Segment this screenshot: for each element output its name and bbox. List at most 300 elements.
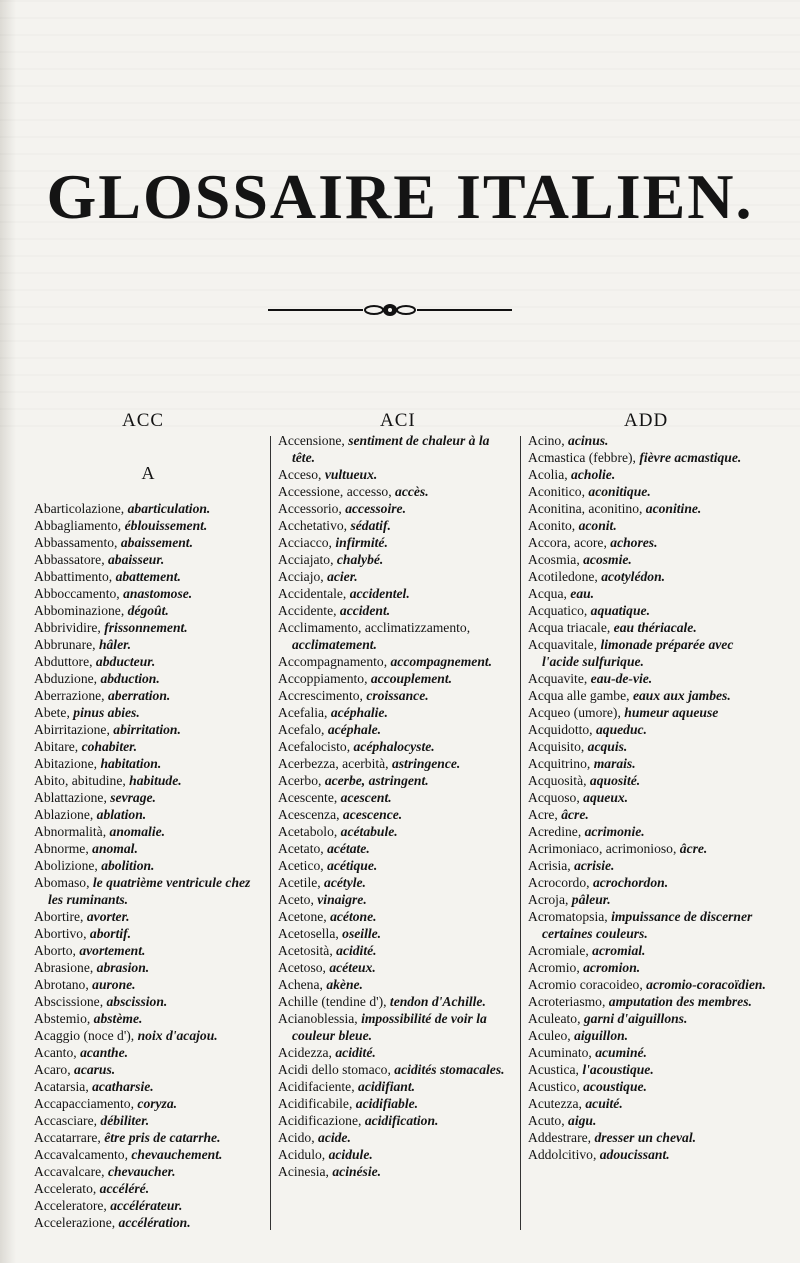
italian-term: Aconitico,: [528, 484, 589, 499]
french-translation: l'acoustique.: [582, 1062, 654, 1077]
italian-term: Abitare,: [34, 739, 82, 754]
glossary-entry: [278, 857, 514, 874]
french-translation: avorter.: [86, 909, 130, 924]
italian-term: Acciajo,: [278, 569, 328, 584]
italian-term: Acqueo (umore),: [528, 705, 625, 720]
italian-term: Acotiledone,: [528, 569, 602, 584]
french-translation: dégoût.: [127, 603, 169, 618]
glossary-entry: [34, 1129, 262, 1146]
french-translation: croissance.: [366, 688, 429, 703]
italian-term: Acolia,: [528, 467, 572, 482]
italian-term: Acerbo,: [278, 773, 325, 788]
glossary-entry: [34, 993, 262, 1010]
italian-term: Accompagnamento,: [278, 654, 391, 669]
french-translation: aqueux.: [583, 790, 629, 805]
italian-term: Acino,: [528, 433, 569, 448]
italian-term: Acquavitale,: [528, 637, 601, 652]
french-translation: aconitique.: [588, 484, 651, 499]
italian-term: Abboccamento,: [34, 586, 124, 601]
french-translation: abstème.: [93, 1011, 143, 1026]
french-translation: amputation des membres.: [608, 994, 752, 1009]
glossary-entry: [278, 483, 514, 500]
french-translation: le quatrième ventricule chez les ruminants.: [48, 875, 251, 907]
glossary-entry: [528, 500, 772, 517]
french-translation: avortement.: [79, 943, 146, 958]
french-translation: abduction.: [100, 671, 160, 686]
glossary-entry: [34, 874, 262, 908]
french-translation: aconit.: [578, 518, 617, 533]
french-translation: acétabule.: [340, 824, 398, 839]
glossary-entry: [528, 568, 772, 585]
glossary-entry: [34, 908, 262, 925]
glossary-entry: [34, 1027, 262, 1044]
french-translation: aquatique.: [590, 603, 650, 618]
glossary-entry: [528, 704, 772, 721]
italian-term: Aborto,: [34, 943, 80, 958]
french-translation: éblouissement.: [124, 518, 208, 533]
french-translation: abattement.: [115, 569, 181, 584]
glossary-entry: [528, 857, 772, 874]
italian-term: Acetosità,: [278, 943, 337, 958]
italian-term: Abbassamento,: [34, 535, 121, 550]
french-translation: aberration.: [107, 688, 171, 703]
glossary-entry: [34, 1180, 262, 1197]
glossary-entry: [278, 1146, 514, 1163]
glossary-entry: [528, 789, 772, 806]
glossary-entry: [528, 670, 772, 687]
italian-term: Acquavite,: [528, 671, 591, 686]
glossary-entry: [34, 857, 262, 874]
french-translation: acotylédon.: [601, 569, 666, 584]
glossary-entry: [528, 772, 772, 789]
glossary-entry: [34, 806, 262, 823]
glossary-entry: [528, 1146, 772, 1163]
glossary-entry: [528, 602, 772, 619]
french-translation: accéléré.: [99, 1181, 150, 1196]
italian-term: Acetico,: [278, 858, 328, 873]
italian-term: Acquisito,: [528, 739, 588, 754]
italian-term: Acidulo,: [278, 1147, 329, 1162]
french-translation: acéphale.: [327, 722, 382, 737]
italian-term: Abbrunare,: [34, 637, 99, 652]
glossary-entry: [278, 687, 514, 704]
glossary-entry: [278, 1095, 514, 1112]
italian-term: Abete,: [34, 705, 74, 720]
glossary-entry: [278, 925, 514, 942]
italian-term: Accensione,: [278, 433, 349, 448]
french-translation: acholie.: [571, 467, 616, 482]
glossary-entry: [528, 1061, 772, 1078]
glossary-entry: [278, 551, 514, 568]
french-translation: acier.: [327, 569, 358, 584]
italian-term: Aculeato,: [528, 1011, 584, 1026]
french-translation: accès.: [395, 484, 429, 499]
glossary-entry: [278, 432, 514, 466]
french-translation: acanthe.: [80, 1045, 129, 1060]
italian-term: Acerbezza, acerbità,: [278, 756, 392, 771]
italian-term: Addolcitivo,: [528, 1147, 600, 1162]
french-translation: pâleur.: [571, 892, 611, 907]
french-translation: adoucissant.: [599, 1147, 670, 1162]
french-translation: âcre.: [561, 807, 589, 822]
glossary-entry: [34, 704, 262, 721]
french-translation: acinus.: [568, 433, 609, 448]
french-translation: acosmie.: [583, 552, 632, 567]
glossary-entry: [278, 1112, 514, 1129]
french-translation: acéphalie.: [330, 705, 388, 720]
glossary-entry: [34, 925, 262, 942]
glossary-entry: [278, 993, 514, 1010]
french-translation: acclimatement.: [292, 637, 377, 652]
french-translation: impuissance de discerner certaines couleurs.: [542, 909, 753, 941]
french-translation: chevaucher.: [107, 1164, 176, 1179]
glossary-entry: [34, 670, 262, 687]
french-translation: noix d'acajou.: [137, 1028, 218, 1043]
french-translation: accident.: [339, 603, 391, 618]
french-translation: eau.: [570, 586, 595, 601]
glossary-entry: [528, 1010, 772, 1027]
italian-term: Acqua triacale,: [528, 620, 614, 635]
glossary-entry: [528, 993, 772, 1010]
french-translation: accompagnement.: [390, 654, 493, 669]
glossary-entry: [528, 908, 772, 942]
glossary-entry: [34, 585, 262, 602]
glossary-entry: [34, 1010, 262, 1027]
italian-term: Accavalcare,: [34, 1164, 108, 1179]
french-translation: humeur aqueuse: [624, 705, 719, 720]
french-translation: acétone.: [330, 909, 377, 924]
french-translation: acidifiable.: [355, 1096, 419, 1111]
glossary-entry: [528, 1129, 772, 1146]
glossary-entry: [528, 585, 772, 602]
glossary-entry: [34, 500, 262, 517]
french-translation: habitation.: [100, 756, 162, 771]
italian-term: Abrotano,: [34, 977, 93, 992]
italian-term: Acetosella,: [278, 926, 343, 941]
glossary-entry: [278, 1078, 514, 1095]
glossary-entry: [528, 551, 772, 568]
french-translation: abducteur.: [95, 654, 156, 669]
glossary-entry: [278, 840, 514, 857]
italian-term: Acetato,: [278, 841, 328, 856]
french-translation: sédatif.: [350, 518, 391, 533]
italian-term: Acescenza,: [278, 807, 343, 822]
french-translation: acuminé.: [595, 1045, 647, 1060]
italian-term: Abrasione,: [34, 960, 97, 975]
french-translation: acquis.: [587, 739, 628, 754]
french-translation: acéteux.: [329, 960, 376, 975]
glossary-entry: [34, 721, 262, 738]
glossary-entry: [34, 738, 262, 755]
french-translation: hâler.: [98, 637, 132, 652]
italian-term: Accoppiamento,: [278, 671, 371, 686]
french-translation: acinésie.: [332, 1164, 382, 1179]
glossary-entry: [528, 721, 772, 738]
glossary-entry: [34, 772, 262, 789]
italian-term: Accavalcamento,: [34, 1147, 132, 1162]
french-translation: acétate.: [327, 841, 370, 856]
glossary-entry: [278, 585, 514, 602]
glossary-column-2: [278, 432, 514, 1180]
glossary-entry: [278, 653, 514, 670]
glossary-entry: [34, 959, 262, 976]
french-translation: abirritation.: [113, 722, 181, 737]
french-translation: acuité.: [585, 1096, 623, 1111]
section-letter: A: [141, 463, 155, 483]
french-translation: aurone.: [92, 977, 136, 992]
french-translation: acétique.: [327, 858, 378, 873]
glossary-entry: [34, 789, 262, 806]
glossary-entry: [278, 772, 514, 789]
glossary-entry: [34, 1163, 262, 1180]
italian-term: Accatarrare,: [34, 1130, 105, 1145]
glossary-entry: [528, 1112, 772, 1129]
italian-term: Acinesia,: [278, 1164, 333, 1179]
italian-term: Accora, acore,: [528, 535, 611, 550]
italian-term: Aconito,: [528, 518, 579, 533]
glossary-entry: [278, 891, 514, 908]
french-translation: akène.: [326, 977, 363, 992]
column-head-add: ADD: [624, 410, 669, 431]
french-translation: dresser un cheval.: [594, 1130, 697, 1145]
french-translation: abarticulation.: [127, 501, 211, 516]
french-translation: abolition.: [101, 858, 155, 873]
glossary-entry: [34, 1078, 262, 1095]
italian-term: Abortivo,: [34, 926, 90, 941]
french-translation: eaux aux jambes.: [632, 688, 731, 703]
french-translation: coryza.: [137, 1096, 178, 1111]
french-translation: impossibilité de voir la couleur bleue.: [292, 1011, 487, 1043]
glossary-entry: [34, 976, 262, 993]
italian-term: Acustica,: [528, 1062, 583, 1077]
french-translation: acrimonie.: [584, 824, 645, 839]
italian-term: Abnorme,: [34, 841, 93, 856]
italian-term: Acanto,: [34, 1045, 81, 1060]
italian-term: Acutezza,: [528, 1096, 586, 1111]
italian-term: Acromio,: [528, 960, 584, 975]
glossary-entry: [528, 1027, 772, 1044]
glossary-entry: [278, 466, 514, 483]
french-translation: abscission.: [106, 994, 168, 1009]
italian-term: Accelerato,: [34, 1181, 100, 1196]
french-translation: acoustique.: [583, 1079, 647, 1094]
italian-term: Achena,: [278, 977, 327, 992]
italian-term: Acrocordo,: [528, 875, 593, 890]
glossary-entry: [34, 653, 262, 670]
italian-term: Acianoblessia,: [278, 1011, 362, 1026]
column-head-aci: ACI: [380, 410, 416, 431]
glossary-entry: [528, 517, 772, 534]
italian-term: Accidente,: [278, 603, 340, 618]
italian-term: Acosmia,: [528, 552, 584, 567]
french-translation: anastomose.: [123, 586, 193, 601]
french-translation: eau thériacale.: [613, 620, 697, 635]
glossary-entry: [278, 789, 514, 806]
italian-term: Abitazione,: [34, 756, 101, 771]
column-rule: [520, 436, 521, 1230]
glossary-entry: [528, 755, 772, 772]
italian-term: Aceto,: [278, 892, 318, 907]
glossary-entry: [34, 1112, 262, 1129]
italian-term: Acetabolo,: [278, 824, 341, 839]
glossary-entry: [278, 976, 514, 993]
glossary-entry: [278, 602, 514, 619]
french-translation: accouplement.: [370, 671, 453, 686]
italian-term: Acquatico,: [528, 603, 591, 618]
italian-term: Acromiale,: [528, 943, 593, 958]
italian-term: Acquidotto,: [528, 722, 596, 737]
italian-term: Abduzione,: [34, 671, 101, 686]
italian-term: Accapacciamento,: [34, 1096, 138, 1111]
italian-term: Acredine,: [528, 824, 585, 839]
italian-term: Addestrare,: [528, 1130, 595, 1145]
glossary-entry: [34, 1044, 262, 1061]
glossary-entry: [528, 806, 772, 823]
italian-term: Acrimoniaco, acrimonioso,: [528, 841, 680, 856]
french-translation: aconitine.: [645, 501, 702, 516]
glossary-entry: [278, 874, 514, 891]
french-translation: habitude.: [129, 773, 182, 788]
glossary-entry: [528, 449, 772, 466]
italian-term: Acustico,: [528, 1079, 584, 1094]
french-translation: acrochordon.: [592, 875, 669, 890]
french-translation: acromio-coracoïdien.: [646, 977, 766, 992]
italian-term: Acqua alle gambe,: [528, 688, 633, 703]
glossary-entry: [528, 823, 772, 840]
french-translation: tendon d'Achille.: [389, 994, 486, 1009]
glossary-entry: [278, 619, 514, 653]
glossary-entry: [278, 755, 514, 772]
french-translation: aiguillon.: [574, 1028, 629, 1043]
glossary-entry: [34, 1214, 262, 1231]
glossary-entry: [34, 687, 262, 704]
italian-term: Aconitina, aconitino,: [528, 501, 646, 516]
glossary-entry: [34, 517, 262, 534]
italian-term: Abbattimento,: [34, 569, 116, 584]
french-translation: vinaigre.: [317, 892, 367, 907]
french-translation: achores.: [610, 535, 658, 550]
glossary-entry: [528, 942, 772, 959]
italian-term: Abirritazione,: [34, 722, 114, 737]
french-translation: eau-de-vie.: [590, 671, 653, 686]
ornament-divider: [268, 300, 512, 320]
italian-term: Aculeo,: [528, 1028, 575, 1043]
italian-term: Acquoso,: [528, 790, 584, 805]
french-translation: abortif.: [89, 926, 132, 941]
italian-term: Acaro,: [34, 1062, 75, 1077]
french-translation: acide.: [318, 1130, 351, 1145]
glossary-entry: [278, 534, 514, 551]
glossary-entry: [278, 670, 514, 687]
italian-term: Acromio coracoideo,: [528, 977, 647, 992]
french-translation: limonade préparée avec l'acide sulfurique.: [542, 637, 734, 669]
italian-term: Achille (tendine d'),: [278, 994, 390, 1009]
italian-term: Acetone,: [278, 909, 331, 924]
column-rule: [270, 436, 271, 1230]
french-translation: abaisseur.: [108, 552, 165, 567]
glossary-entry: [34, 1061, 262, 1078]
glossary-entry: [278, 704, 514, 721]
french-translation: aquosité.: [589, 773, 641, 788]
glossary-entry: [34, 1197, 262, 1214]
glossary-entry: [528, 432, 772, 449]
italian-term: Acetile,: [278, 875, 325, 890]
french-translation: acerbe, astringent.: [324, 773, 429, 788]
italian-term: Abstemio,: [34, 1011, 94, 1026]
glossary-entry: [34, 551, 262, 568]
italian-term: Acchetativo,: [278, 518, 351, 533]
italian-term: Acceleratore,: [34, 1198, 111, 1213]
glossary-entry: [34, 840, 262, 857]
italian-term: Acre,: [528, 807, 562, 822]
italian-term: Acciacco,: [278, 535, 336, 550]
italian-term: Accessione, accesso,: [278, 484, 396, 499]
french-translation: astringence.: [391, 756, 461, 771]
french-translation: acidule.: [328, 1147, 373, 1162]
french-translation: aqueduc.: [595, 722, 647, 737]
italian-term: Acatarsia,: [34, 1079, 93, 1094]
glossary-entry: [278, 959, 514, 976]
glossary-entry: [528, 466, 772, 483]
glossary-entry: [528, 1078, 772, 1095]
french-translation: oseille.: [342, 926, 382, 941]
french-translation: acidités stomacales.: [394, 1062, 505, 1077]
french-translation: acidification.: [364, 1113, 439, 1128]
glossary-entry: [528, 534, 772, 551]
glossary-entry: [278, 1129, 514, 1146]
italian-term: Acidezza,: [278, 1045, 336, 1060]
french-translation: acatharsie.: [92, 1079, 154, 1094]
italian-term: Abbassatore,: [34, 552, 108, 567]
italian-term: Acaggio (noce d'),: [34, 1028, 138, 1043]
italian-term: Accelerazione,: [34, 1215, 119, 1230]
glossary-entry: [34, 1095, 262, 1112]
glossary-entry: [528, 840, 772, 857]
italian-term: Abito, abitudine,: [34, 773, 130, 788]
glossary-entry: [34, 755, 262, 772]
french-translation: accidentel.: [349, 586, 410, 601]
italian-term: Acroteriasmo,: [528, 994, 609, 1009]
french-translation: marais.: [593, 756, 636, 771]
french-translation: acescence.: [342, 807, 403, 822]
glossary-entry: [34, 619, 262, 636]
french-translation: anomal.: [92, 841, 138, 856]
french-translation: ablation.: [96, 807, 147, 822]
french-translation: anomalie.: [109, 824, 166, 839]
italian-term: Ablattazione,: [34, 790, 111, 805]
italian-term: Acetoso,: [278, 960, 330, 975]
french-translation: infirmité.: [335, 535, 388, 550]
french-translation: acromion.: [583, 960, 641, 975]
italian-term: Abduttore,: [34, 654, 96, 669]
italian-term: Acidi dello stomaco,: [278, 1062, 395, 1077]
glossary-entry: [528, 619, 772, 636]
french-translation: âcre.: [679, 841, 708, 856]
glossary-entry: [528, 738, 772, 755]
glossary-entry: [278, 568, 514, 585]
french-translation: acromial.: [592, 943, 646, 958]
french-translation: débiliter.: [100, 1113, 150, 1128]
french-translation: sevrage.: [110, 790, 156, 805]
glossary-entry: [34, 602, 262, 619]
french-translation: vultueux.: [324, 467, 378, 482]
italian-term: Acquosità,: [528, 773, 590, 788]
french-translation: accélération.: [118, 1215, 191, 1230]
glossary-entry: [278, 1061, 514, 1078]
glossary-entry: [278, 1163, 514, 1180]
french-translation: acrisie.: [574, 858, 615, 873]
french-translation: acétyle.: [324, 875, 366, 890]
